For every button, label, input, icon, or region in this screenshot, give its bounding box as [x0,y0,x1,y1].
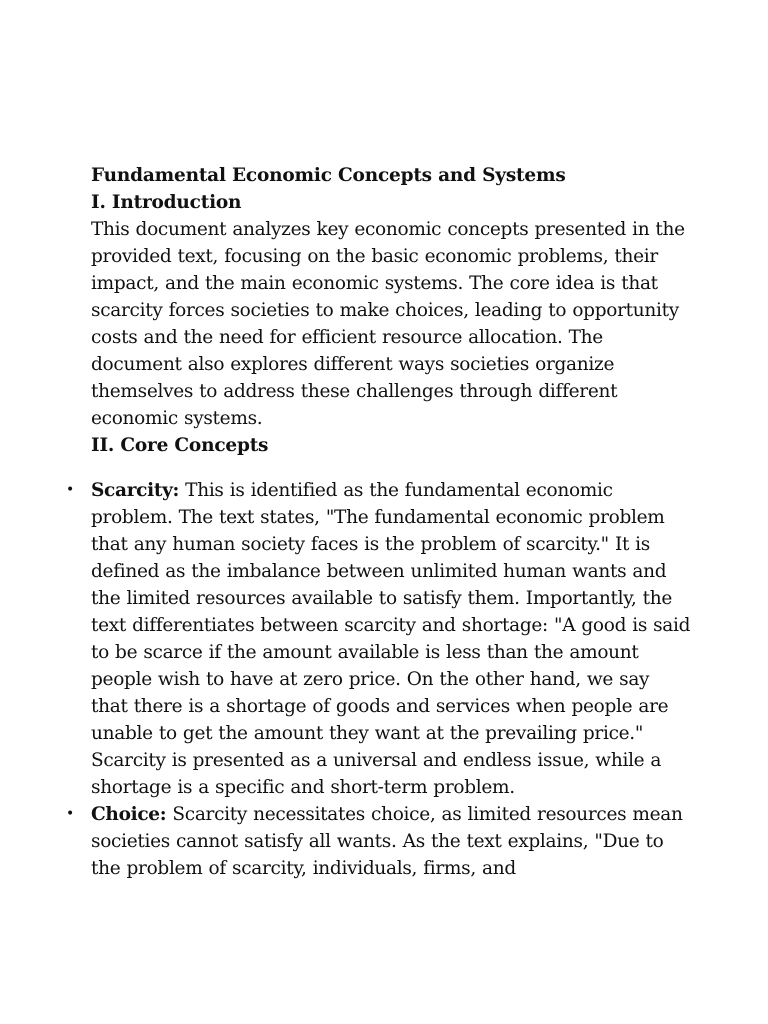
bullet-icon: • [66,482,74,498]
intro-heading: I. Introduction [91,192,242,213]
bullet-icon: • [66,806,74,822]
scarcity-description: This is identified as the fundamental economic problem. The text states, "The fundamental economic problem that any human society faces is the problem of scarcity." It is defined as the imbalance between unlimited human wants and the limited resources available to satisfy them. Importantly, the text differentiates between scarcity and shortage: "A good is said to be scarce if the amount available is less than the amount people wish to have at zero price. On the other hand, we say that there is a shortage of goods and services when people are unable to get the amount they want at the prevailing price." Scarcity is presented as a universal and endless issue, while a shortage is a specific and short-term problem. [91,480,691,798]
list-item-choice [66,801,691,882]
list-item-scarcity [66,477,691,801]
core-concepts-list [66,477,691,882]
intro-paragraph: This document analyzes key economic concepts presented in the provided text, focusing on the basic economic problems, their impact, and the main economic systems. The core idea is that scarcity forces societies to make choices, leading to opportunity costs and the need for efficient resource allocation. The document also explores different ways societies organize themselves to address these challenges through different economic systems. [91,219,685,429]
choice-description: Scarcity necessitates choice, as limited resources mean societies cannot satisfy all wants. As the text explains, "Due to the problem of scarcity, individuals, firms, and [91,804,683,879]
term-choice: Choice: [91,804,167,825]
document-page [66,162,691,882]
core-concepts-heading: II. Core Concepts [91,435,269,456]
document-title: Fundamental Economic Concepts and Systems [91,165,566,186]
term-scarcity: Scarcity: [91,480,180,501]
